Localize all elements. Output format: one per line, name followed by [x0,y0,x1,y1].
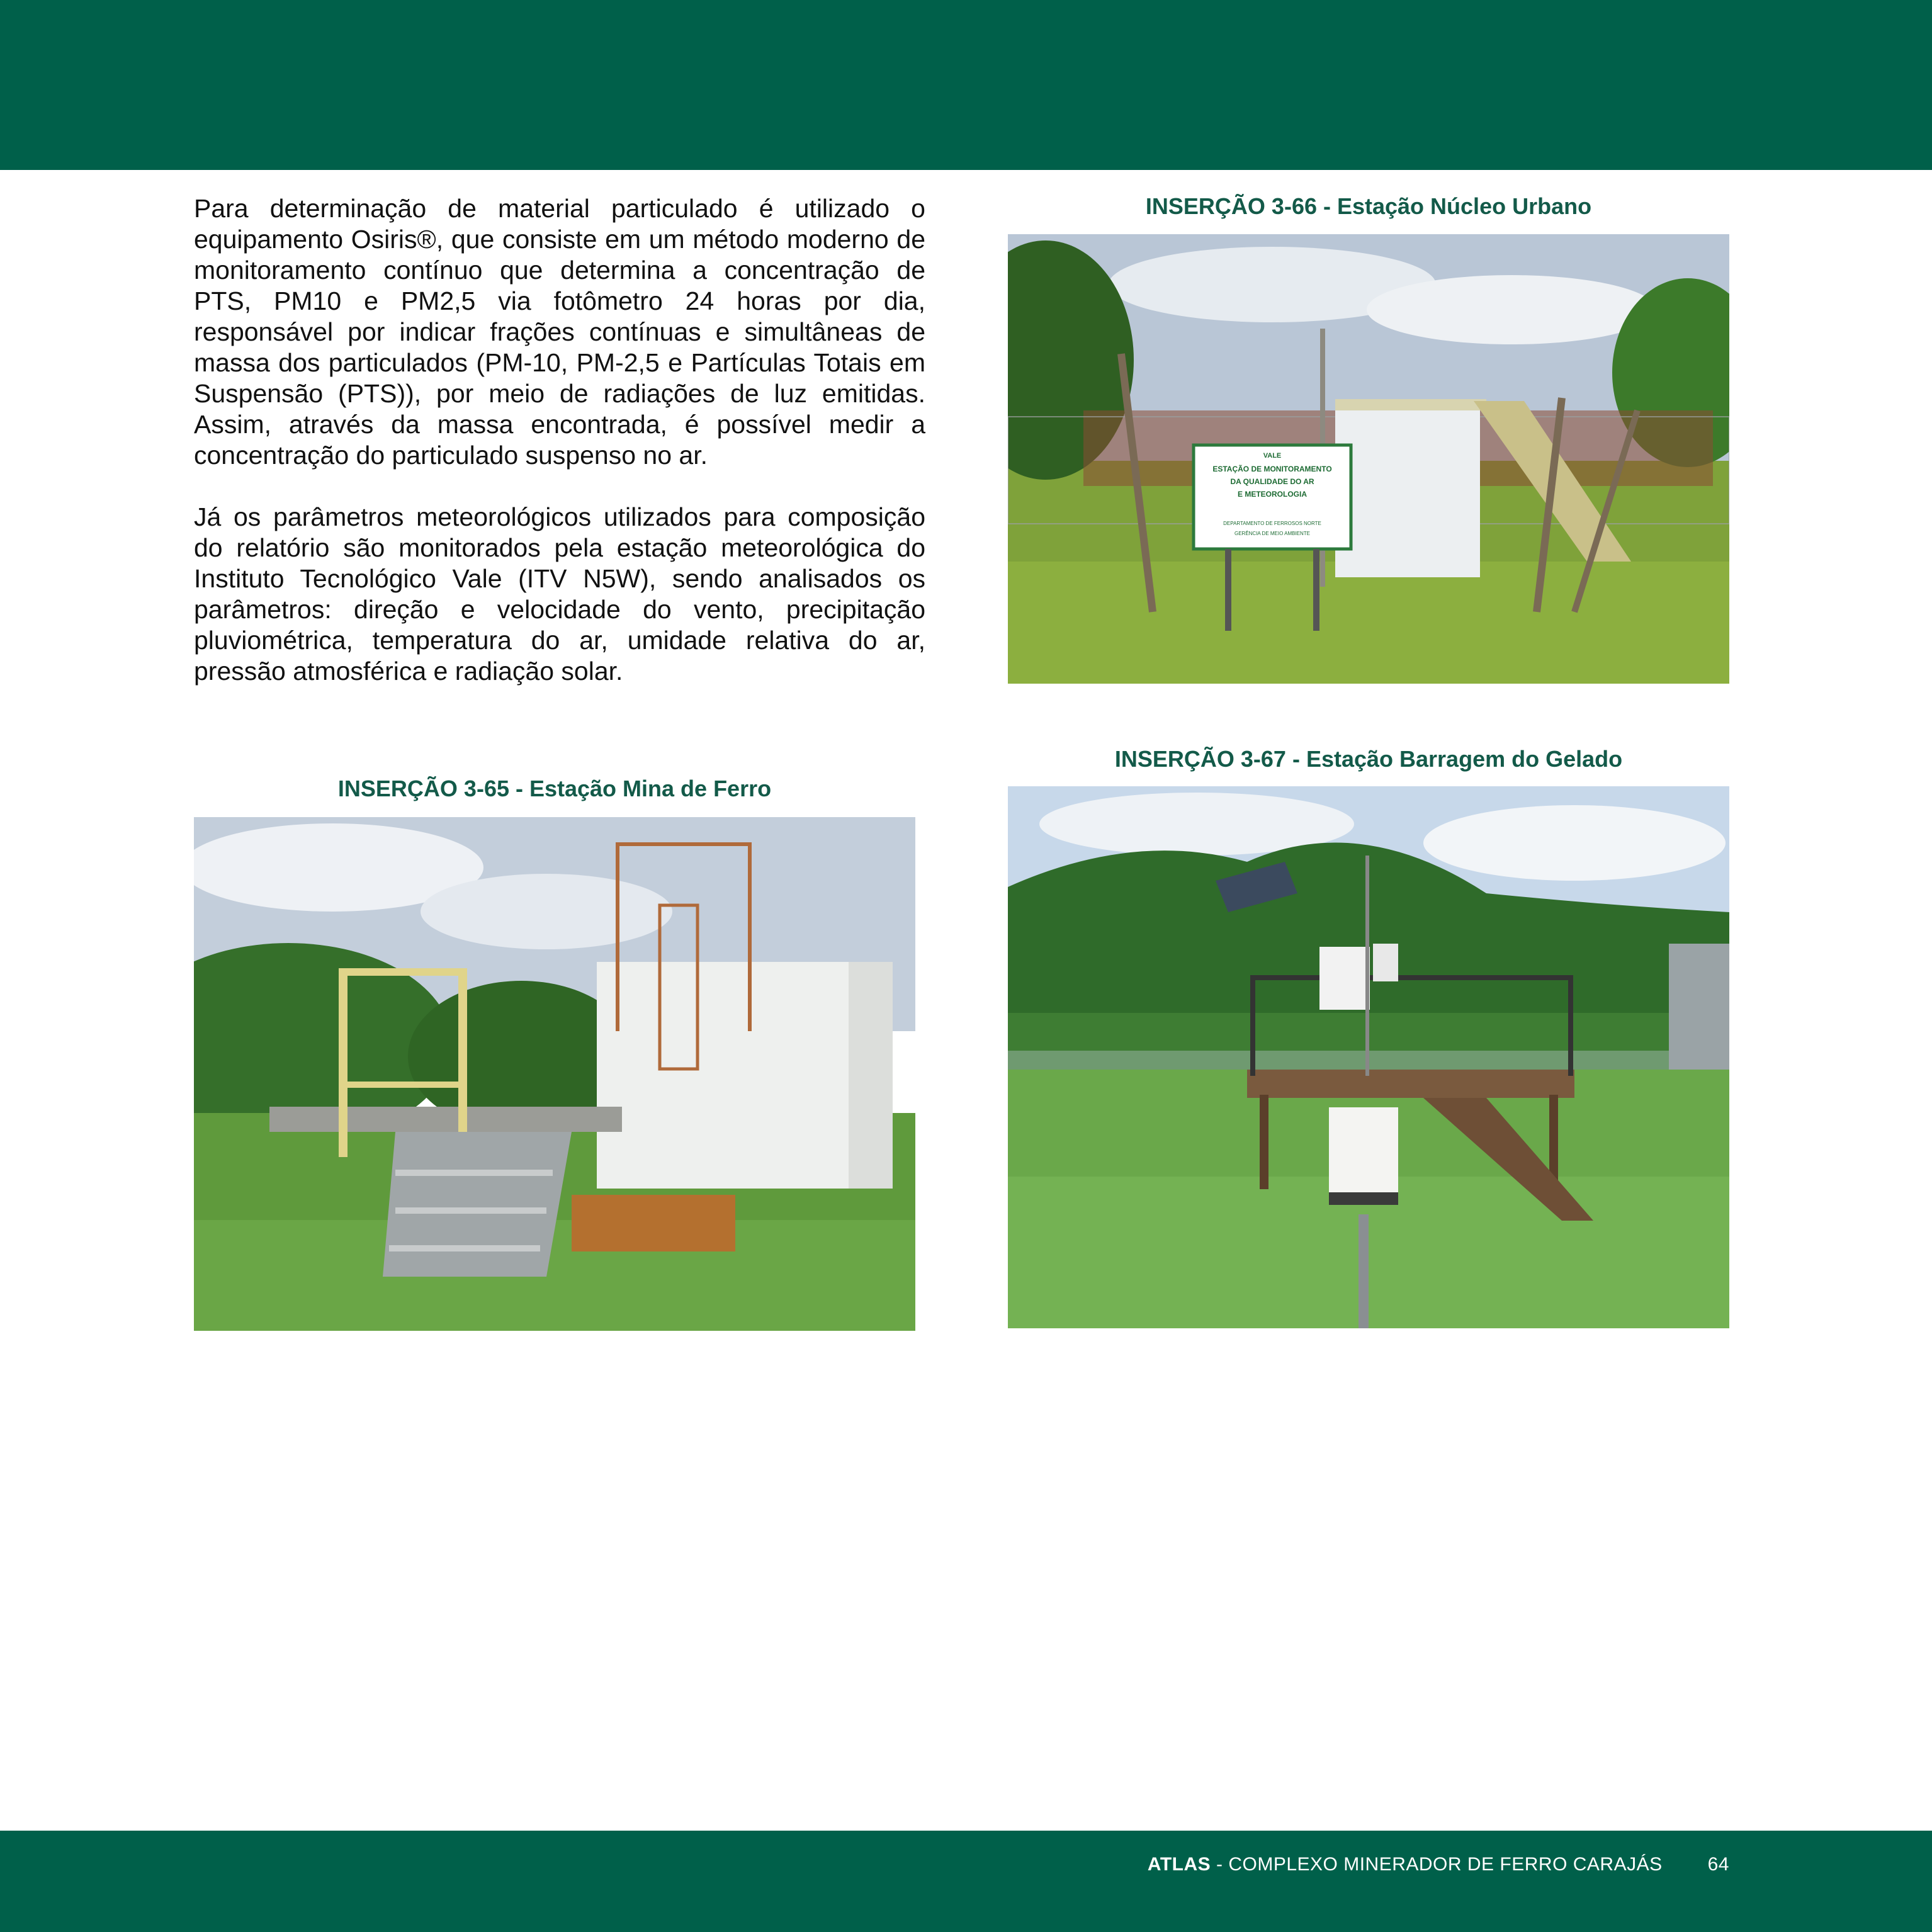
body-paragraph: Para determinação de material particulado é utilizado o equipamento Osiris®, que consiste em um método moderno de monitoramento contínuo que determina a concentração de PTS, PM10 e PM2,5 via fotômetro 24 horas por dia, responsável por indicar frações contínuas e simultâneas de massa dos particulados (PM-10, PM-2,5 e Partículas Totais em Suspensão (PTS)), por meio de radiações de luz emitidas. Assim, através da massa encontrada, é possível medir a concentração do particulado suspenso no ar. [194,194,925,470]
body-paragraph: Já os parâmetros meteorológicos utilizados para composição do relatório são monitorados pela estação meteorológica do Instituto Tecnológico Vale (ITV N5W), sendo analisados os parâmetros: direção e velocidade do vento, precipitação pluviométrica, temperatura do ar, umidade relativa do ar, pressão atmosférica e radiação solar. [194,502,925,686]
station-photo-mina-de-ferro [194,817,915,1331]
sign-text: DEPARTAMENTO DE FERROSOS NORTE [1223,521,1321,526]
sign-text: E METEOROLOGIA [1237,490,1308,499]
footer-title: - COMPLEXO MINERADOR DE FERRO CARAJÁS [1211,1854,1663,1875]
header-band [0,0,1932,170]
photo-illustration [1008,234,1729,684]
figure-caption: INSERÇÃO 3-67 - Estação Barragem do Gelado [1114,746,1623,772]
footer-band [0,1831,1932,1932]
station-photo-barragem-gelado [1008,786,1729,1328]
station-photo-nucleo-urbano [1008,234,1729,684]
footer-brand: ATLAS [1147,1854,1211,1875]
footer [1148,1854,1729,1875]
photo-illustration [1008,786,1729,1328]
figure-caption: INSERÇÃO 3-66 - Estação Núcleo Urbano [1145,193,1592,219]
photo-illustration [194,817,915,1331]
page-number: 64 [1707,1854,1729,1875]
sign-text: VALE [1263,452,1282,460]
sign-text: GERÊNCIA DE MEIO AMBIENTE [1234,531,1311,536]
sign-text: ESTAÇÃO DE MONITORAMENTO [1212,465,1332,473]
figure-caption: INSERÇÃO 3-65 - Estação Mina de Ferro [337,776,772,801]
sign-text: DA QUALIDADE DO AR [1230,477,1314,486]
